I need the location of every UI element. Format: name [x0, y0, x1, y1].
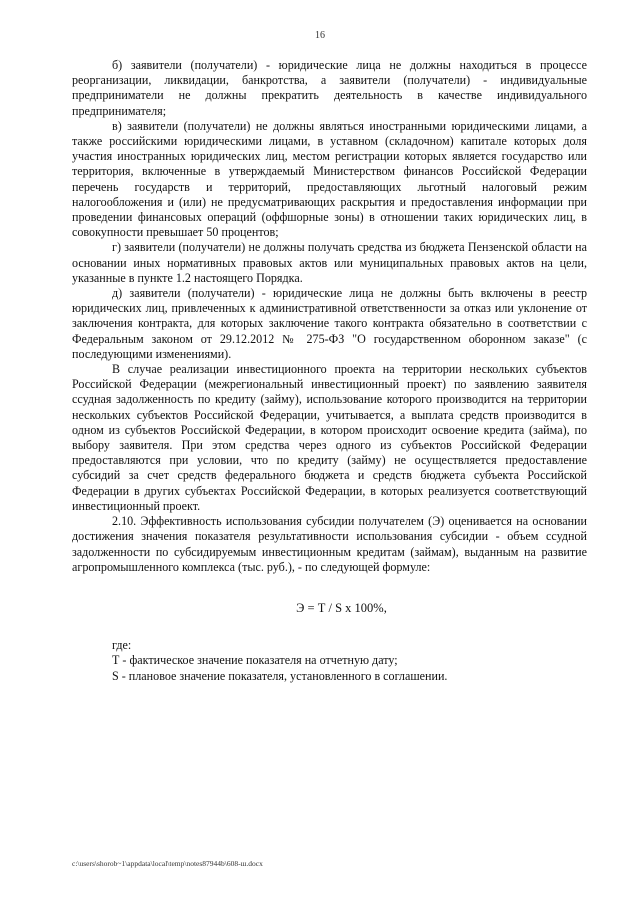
document-body: [72, 58, 587, 684]
efficiency-formula: Э = Т / S x 100%,: [296, 600, 387, 615]
paragraph-b: б) заявители (получатели) - юридические лица не должны находиться в процессе реорганизации, ликвидации, банкротства, а заявители (получатели) - индивидуальные предприниматели не должны прекратить деятельность в качестве индивидуального предпринимателя;: [72, 58, 587, 118]
paragraph-g: г) заявители (получатели) не должны получать средства из бюджета Пензенской области на основании иных нормативных правовых актов или муниципальных правовых актов на цели, указанные в пункте 1.2 настоящего Порядка.: [72, 240, 587, 285]
legend-s-definition: S - плановое значение показателя, установленного в соглашении.: [112, 668, 448, 683]
paragraph-interregional: В случае реализации инвестиционного проекта на территории нескольких субъектов Российской Федерации (межрегиональный инвестиционный проект) по заявлению заявителя ссудная задолженность по кредиту (займу), использование которого производится на территории нескольких субъектов Российской Федерации, учитывается, а выплата средств производится в одном из субъектов Российской Федерации, в котором происходит освоение кредита (займа), по выбору заявителя. При этом средства через одного из субъектов Российской Федерации предоставляются при условии, что по кредиту (займу) не осуществляется предоставление субсидий за счет средств федерального бюджета и средств бюджета субъекта Российской Федерации в других субъектах Российской Федерации, в которых реализуется соответствующий инвестиционный проект.: [72, 362, 587, 513]
legend-where: где:: [112, 638, 132, 653]
paragraph-2-10: 2.10. Эффективность использования субсидии получателем (Э) оценивается на основании достижения значения показателя результативности использования субсидии - объем ссудной задолженности по субсидируемым инвестиционным кредитам (займам), выданным на развитие агропромышленного комплекса (тыс. руб.), - по следующей формуле:: [72, 514, 587, 574]
paragraph-d: д) заявители (получатели) - юридические лица не должны быть включены в реестр юридических лиц, привлеченных к административной ответственности за отказ или уклонение от заключения контракта, для которых заключение такого контракта обязательно в соответствии с Федеральным законом от 29.12.2012 № 275-ФЗ "О государственном оборонном заказе" (с последующими изменениями).: [72, 286, 587, 361]
paragraph-v: в) заявители (получатели) не должны являться иностранными юридическими лицами, а также российскими юридическими лицами, в уставном (складочном) капитале которых доля участия иностранных юридических лиц, местом регистрации которых является государство или территория, включенные в утверждаемый Министерством финансов Российской Федерации перечень государств и территорий, предоставляющих льготный налоговый режим налогообложения и (или) не предусматривающих раскрытия и предоставления информации при проведении финансовых операций (оффшорные зоны) в отношении таких юридических лиц, в совокупности превышает 50 процентов;: [72, 118, 587, 240]
legend-t-definition: Т - фактическое значение показателя на отчетную дату;: [112, 653, 398, 668]
page-number: 16: [315, 30, 325, 41]
file-path-footer: c:\users\shorob~1\appdata\local\temp\notes87944b\608-ш.docx: [72, 859, 263, 868]
